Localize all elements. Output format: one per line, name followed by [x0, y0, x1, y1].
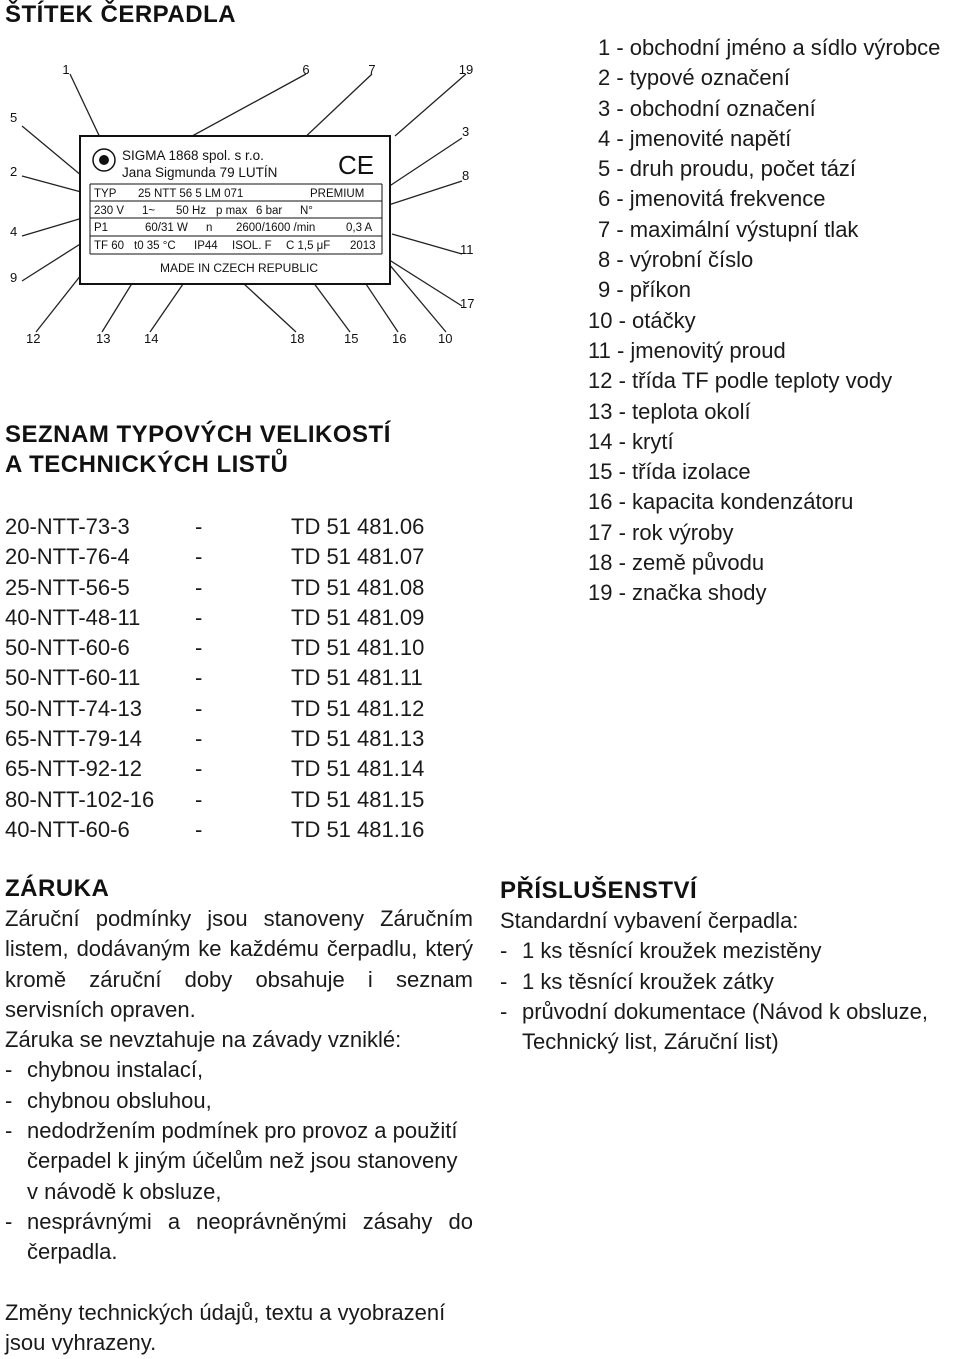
plate-type-code: 25 NTT 56 5 LM 071: [138, 188, 244, 200]
plate-ambient: t0 35 °C: [134, 240, 176, 252]
legend-item: 8 - výrobní číslo: [598, 247, 754, 273]
doc-cell: TD 51 481.11: [291, 665, 423, 691]
plate-year: 2013: [350, 240, 376, 252]
warranty-section: [5, 874, 473, 1268]
model-cell: 50-NTT-60-6: [5, 635, 130, 661]
accessories-section: [500, 876, 950, 1057]
legend-item: 1 - obchodní jméno a sídlo výrobce: [598, 35, 941, 60]
callout-16: 16: [392, 331, 407, 346]
plate-insulation: ISOL. F: [232, 240, 272, 252]
dash-cell: -: [195, 695, 203, 721]
plate-n-label: n: [206, 222, 213, 234]
plate-frequency: 50 Hz: [176, 205, 207, 217]
legend-item: 5 - druh proudu, počet tází: [598, 156, 857, 182]
callout-4: 4: [10, 224, 18, 239]
doc-cell: TD 51 481.16: [291, 816, 425, 842]
warranty-list: [5, 1055, 473, 1267]
callout-12: 12: [26, 331, 41, 346]
legend-item: 12 - třída TF podle teploty vody: [588, 368, 893, 394]
plate-maker-line1: SIGMA 1868 spol. s r.o.: [122, 148, 264, 163]
legend-item: 14 - krytí: [588, 428, 674, 454]
callout-8: 8: [462, 168, 470, 183]
warranty-heading: ZÁRUKA: [5, 875, 110, 902]
accessories-intro: Standardní vybavení čerpadla:: [500, 908, 799, 933]
plate-maker-line2: Jana Sigmunda 79 LUTÍN: [122, 165, 278, 180]
dash-cell: -: [195, 635, 203, 661]
dash-cell: -: [195, 756, 203, 782]
legend-item: 16 - kapacita kondenzátoru: [588, 489, 854, 515]
list-item: - chybnou instalací,: [5, 1055, 473, 1085]
plate-pressure: 6 bar: [256, 205, 283, 217]
sizes-table: [5, 512, 475, 845]
plate-speed: 2600/1600 /min: [236, 222, 316, 234]
table-row: [5, 512, 475, 542]
legend-item: 7 - maximální výstupní tlak: [598, 216, 859, 242]
callout-17: 17: [460, 296, 475, 311]
callout-7: 7: [368, 62, 376, 77]
plate-ip: IP44: [194, 240, 218, 252]
doc-cell: TD 51 481.08: [291, 574, 425, 600]
legend-item: 9 - příkon: [598, 277, 691, 303]
callout-9: 9: [10, 270, 18, 285]
legend-item: 13 - teplota okolí: [588, 398, 751, 424]
callout-11: 11: [460, 242, 474, 257]
doc-cell: TD 51 481.07: [291, 544, 425, 570]
table-row: [5, 542, 475, 572]
plate-power: 60/31 W: [145, 222, 188, 234]
legend-list: [588, 33, 960, 609]
table-row: [5, 633, 475, 663]
table-row: [5, 754, 475, 784]
doc-cell: TD 51 481.15: [291, 786, 425, 812]
doc-cell: TD 51 481.09: [291, 604, 425, 630]
list-item: - nesprávnými a neoprávněnými zásahy do čerpadla.: [5, 1207, 473, 1268]
accessories-list: [500, 936, 950, 1057]
plate-pmax-label: p max: [216, 205, 248, 217]
list-item: - 1 ks těsnící kroužek zátky: [500, 967, 950, 997]
plate-serial-label: N°: [300, 205, 313, 217]
table-row: [5, 573, 475, 603]
footer-note: Změny technických údajů, textu a vyobrazení jsou vyhrazeny.: [5, 1300, 446, 1356]
plate-p1-label: P1: [94, 222, 109, 234]
warranty-paragraph: Záruční podmínky jsou stanoveny Záručním listem, dodávaným ke každému čerpadlu, který kromě záruční doby obsahuje i seznam servisních opraven.: [5, 906, 473, 1022]
model-cell: 65-NTT-79-14: [5, 726, 142, 752]
legend-item: 4 - jmenovité napětí: [598, 125, 792, 151]
table-row: [5, 815, 475, 845]
model-cell: 65-NTT-92-12: [5, 756, 142, 782]
dash-cell: -: [195, 665, 203, 691]
callout-13: 13: [96, 331, 111, 346]
list-item: - 1 ks těsnící kroužek mezistěny: [500, 936, 950, 966]
accessories-heading: PŘÍSLUŠENSTVÍ: [500, 877, 698, 904]
callout-5: 5: [10, 110, 18, 125]
nameplate-diagram: [0, 56, 500, 356]
callout-2: 2: [10, 164, 18, 179]
model-cell: 20-NTT-76-4: [5, 544, 130, 570]
doc-cell: TD 51 481.10: [291, 635, 425, 661]
plate-current: 0,3 A: [346, 222, 373, 234]
plate-phase: 1~: [142, 205, 156, 217]
callout-3: 3: [462, 124, 470, 139]
sizes-heading: [5, 420, 391, 480]
callout-1: 1: [62, 62, 70, 77]
plate-typ-label: TYP: [94, 188, 117, 200]
ce-mark-icon: CE: [338, 150, 375, 180]
callout-6: 6: [302, 62, 310, 77]
model-cell: 80-NTT-102-16: [5, 786, 155, 812]
legend-item: 19 - značka shody: [588, 580, 767, 606]
callout-15: 15: [344, 331, 359, 346]
model-cell: 20-NTT-73-3: [5, 514, 130, 539]
table-row: [5, 785, 475, 815]
legend-item: 2 - typové označení: [598, 65, 791, 91]
callout-19: 19: [458, 62, 474, 77]
plate-tf: TF 60: [94, 240, 125, 252]
list-item: - průvodní dokumentace (Návod k obsluze, Technický list, Záruční list): [500, 997, 950, 1058]
model-cell: 50-NTT-74-13: [5, 695, 142, 721]
legend-item: 15 - třída izolace: [588, 459, 751, 485]
dash-cell: -: [195, 726, 203, 752]
callout-18: 18: [290, 331, 305, 346]
model-cell: 50-NTT-60-11: [5, 665, 141, 691]
doc-cell: TD 51 481.12: [291, 695, 425, 721]
table-row: [5, 694, 475, 724]
plate-capacitor: C 1,5 μF: [286, 240, 331, 252]
model-cell: 40-NTT-48-11: [5, 604, 141, 630]
model-cell: 40-NTT-60-6: [5, 816, 130, 842]
dash-cell: -: [195, 816, 203, 842]
table-row: [5, 663, 475, 693]
plate-voltage: 230 V: [94, 205, 125, 217]
list-item: - nedodržením podmínek pro provoz a použití čerpadel k jiným účelům než jsou stanoveny v návodě k obsluze,: [5, 1116, 473, 1207]
doc-cell: TD 51 481.14: [291, 756, 425, 782]
page-title: ŠTÍTEK ČERPADLA: [5, 1, 237, 28]
sizes-heading-line1: SEZNAM TYPOVÝCH VELIKOSTÍ: [5, 421, 391, 448]
callout-10: 10: [438, 331, 453, 346]
legend-item: 10 - otáčky: [588, 307, 696, 333]
legend-item: 3 - obchodní označení: [598, 95, 816, 121]
model-cell: 25-NTT-56-5: [5, 574, 130, 600]
doc-cell: TD 51 481.06: [291, 514, 425, 539]
list-item: - chybnou obsluhou,: [5, 1086, 473, 1116]
warranty-intro: Záruka se nevztahuje na závady vzniklé:: [5, 1027, 402, 1053]
plate-brand: PREMIUM: [310, 188, 365, 200]
legend-item: 18 - země původu: [588, 550, 765, 576]
table-row: [5, 603, 475, 633]
dash-cell: -: [195, 514, 203, 539]
legend-item: 11 - jmenovitý proud: [588, 337, 786, 363]
dash-cell: -: [195, 604, 203, 630]
callout-14: 14: [144, 331, 159, 346]
legend-item: 17 - rok výroby: [588, 519, 734, 545]
dash-cell: -: [195, 574, 203, 600]
plate-made-in: MADE IN CZECH REPUBLIC: [160, 261, 319, 275]
doc-cell: TD 51 481.13: [291, 726, 425, 752]
dash-cell: -: [195, 544, 203, 570]
table-row: [5, 724, 475, 754]
sizes-heading-line2: A TECHNICKÝCH LISTŮ: [5, 451, 289, 478]
dash-cell: -: [195, 786, 203, 812]
legend-item: 6 - jmenovitá frekvence: [598, 186, 826, 212]
